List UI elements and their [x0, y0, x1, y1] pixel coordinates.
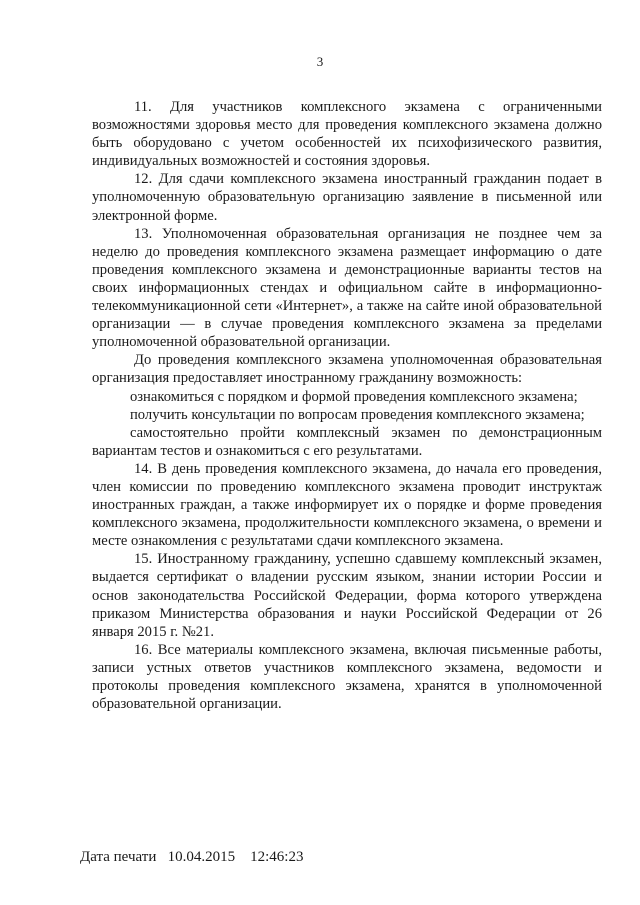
print-date-value: 10.04.2015	[167, 849, 236, 865]
page-number: 3	[316, 54, 324, 69]
print-date-footer	[80, 849, 303, 866]
print-date-label: Дата печати	[80, 849, 157, 865]
paragraph-16: 16. Все материалы комплексного экзамена, включая письменные работы, записи устных ответов участников комплексного экзамена, ведомости и протоколы проведения комплексного экзамена, хранятся в уполномоченной образовательной организации.	[92, 641, 602, 713]
paragraph-13: 13. Уполномоченная образовательная организация не позднее чем за неделю до проведения комплексного экзамена размещает информацию о дате проведения комплексного экзамена и демонстрационные варианты тестов на своих информационных стендах и официальном сайте в информационно-телекоммуникационной сети «Интернет», а также на сайте иной образовательной организации — в случае проведения комплексного экзамена за пределами уполномоченной образовательной организации.	[92, 225, 602, 351]
paragraph-12: 12. Для сдачи комплексного экзамена иностранный гражданин подает в уполномоченную образовательную организацию заявление в письменной или электронной форме.	[92, 171, 602, 224]
paragraph-13-item-2: получить консультации по вопросам проведения комплексного экзамена;	[130, 406, 585, 423]
document-body	[92, 98, 602, 713]
paragraph-13-preamble: До проведения комплексного экзамена уполномоченная образовательная организация предоставляет иностранному гражданину возможность:	[92, 352, 602, 387]
paragraph-11: 11. Для участников комплексного экзамена с ограниченными возможностями здоровья место для проведения комплексного экзамена должно быть оборудовано с учетом особенностей их психофизического развития, индивидуальных возможностей и состояния здоровья.	[92, 99, 602, 170]
paragraph-14: 14. В день проведения комплексного экзамена, до начала его проведения, член комиссии по проведению комплексного экзамена проводит инструктаж иностранных граждан, а также информирует их о порядке и форме проведения комплексного экзамена, продолжительности комплексного экзамена, о времени и месте ознакомления с результатами сдачи комплексного экзамена.	[92, 460, 602, 550]
paragraph-13-item-1: ознакомиться с порядком и формой проведения комплексного экзамена;	[130, 388, 578, 405]
paragraph-15: 15. Иностранному гражданину, успешно сдавшему комплексный экзамен, выдается сертификат о владении русским языком, знании истории России и основ законодательства Российской Федерации, форма которого утверждена приказом Министерства образования и науки Российской Федерации от 26 января 2015 г. №21.	[92, 551, 602, 640]
paragraph-13-item-3: самостоятельно пройти комплексный экзамен по демонстрационным вариантам тестов и ознакомиться с его результатами.	[92, 424, 602, 459]
print-time-value: 12:46:23	[250, 849, 304, 865]
